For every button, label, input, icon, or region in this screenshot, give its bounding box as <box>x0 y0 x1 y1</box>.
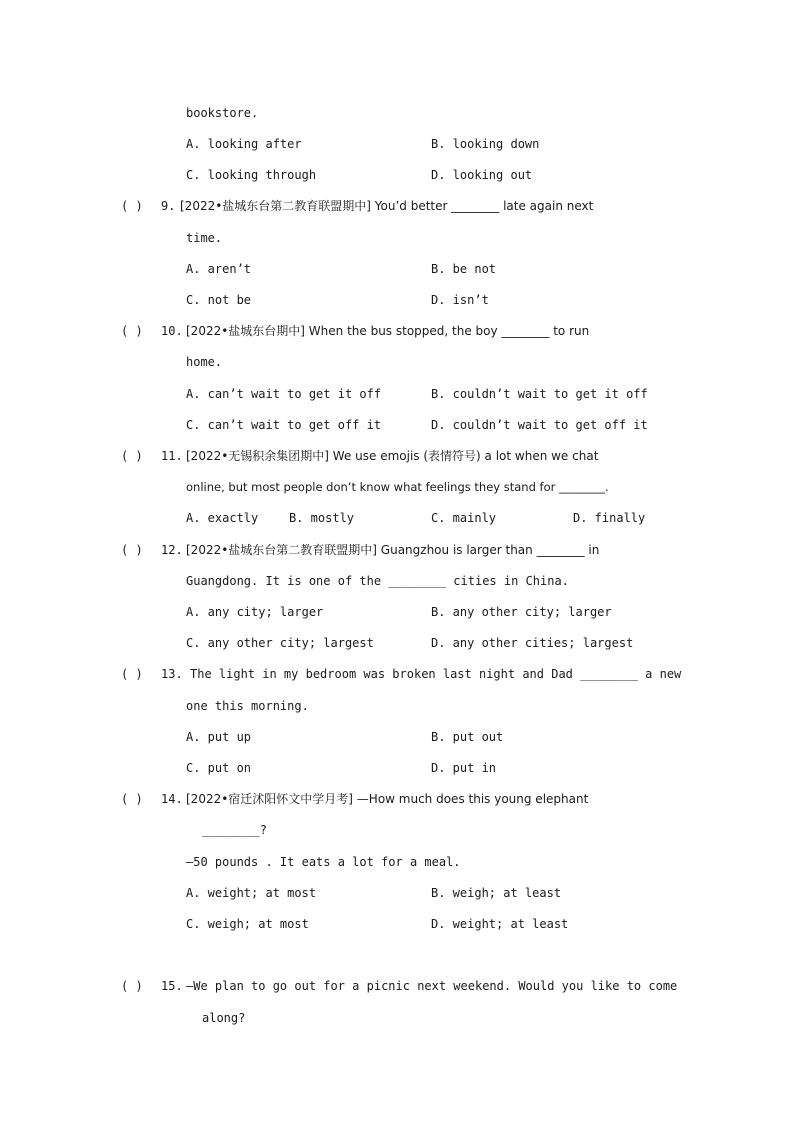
q9-number: 9. <box>161 199 176 213</box>
q12-option-a: A. any city; larger <box>186 605 324 619</box>
q15-stem-line2: along? <box>202 1011 246 1025</box>
q13-stem-line2: one this morning. <box>186 699 309 713</box>
q10-stem-line2: home. <box>186 355 223 369</box>
q10-option-b: B. couldn’t wait to get it off <box>431 387 648 401</box>
q11-answer-blank: ( ) <box>121 449 143 463</box>
q12-number: 12. <box>161 543 183 557</box>
q14-option-d: D. weight; at least <box>431 917 569 931</box>
q9-option-c: C. not be <box>186 293 252 307</box>
q14-option-c: C. weigh; at most <box>186 917 309 931</box>
q10-option-a: A. can’t wait to get it off <box>186 387 382 401</box>
q8-option-a: A. looking after <box>186 137 302 151</box>
q14-option-b: B. weigh; at least <box>431 886 562 900</box>
q12-option-d: D. any other cities; largest <box>431 636 634 650</box>
q13-option-b: B. put out <box>431 730 504 744</box>
q13-number: 13. <box>161 667 183 681</box>
q9-stem-line2: time. <box>186 231 223 245</box>
q11-stem-line1: [2022•无锡积余集团期中] We use emojis (表情符号) a lot when we chat <box>186 449 599 463</box>
q12-stem-line1: [2022•盐城东台第二教育联盟期中] Guangzhou is larger than ________ in <box>186 543 600 557</box>
q11-stem-line2: online, but most people don’t know what feelings they stand for ________. <box>186 480 609 494</box>
q11-number: 11. <box>161 449 183 463</box>
q11-option-b: B. mostly <box>289 511 355 525</box>
q13-option-c: C. put on <box>186 761 252 775</box>
q14-number: 14. <box>161 792 183 806</box>
q12-option-b: B. any other city; larger <box>431 605 612 619</box>
q10-option-c: C. can’t wait to get off it <box>186 418 382 432</box>
q11-option-d: D. finally <box>573 511 646 525</box>
q14-stem-line1: [2022•宿迁沭阳怀文中学月考] —How much does this young elephant <box>186 792 589 806</box>
q14-stem-line3: —50 pounds . It eats a lot for a meal. <box>186 855 461 869</box>
q14-stem-line2: ________? <box>202 823 268 837</box>
q9-option-b: B. be not <box>431 262 497 276</box>
q9-option-a: A. aren’t <box>186 262 252 276</box>
q13-option-d: D. put in <box>431 761 497 775</box>
q10-option-d: D. couldn’t wait to get off it <box>431 418 648 432</box>
q15-answer-blank: ( ) <box>121 979 143 993</box>
q8-option-b: B. looking down <box>431 137 540 151</box>
q10-answer-blank: ( ) <box>121 324 143 338</box>
q14-option-a: A. weight; at most <box>186 886 317 900</box>
q13-option-a: A. put up <box>186 730 252 744</box>
q11-option-a: A. exactly <box>186 511 259 525</box>
q8-option-c: C. looking through <box>186 168 317 182</box>
q9-answer-blank: ( ) <box>121 199 143 213</box>
q10-stem-line1: [2022•盐城东台期中] When the bus stopped, the boy ________ to run <box>186 324 590 338</box>
q9-stem-line1: [2022•盐城东台第二教育联盟期中] You’d better ________ late again next <box>180 199 594 213</box>
q12-answer-blank: ( ) <box>121 543 143 557</box>
question-8-continuation: bookstore. <box>186 106 259 120</box>
q15-stem-line1: —We plan to go out for a picnic next weekend. Would you like to come <box>186 979 678 993</box>
q12-option-c: C. any other city; largest <box>186 636 374 650</box>
q13-stem-line1: The light in my bedroom was broken last night and Dad ________ a new <box>190 667 682 681</box>
q11-option-c: C. mainly <box>431 511 497 525</box>
q8-option-d: D. looking out <box>431 168 533 182</box>
q12-stem-line2: Guangdong. It is one of the ________ cities in China. <box>186 574 569 588</box>
q14-answer-blank: ( ) <box>121 792 143 806</box>
q13-answer-blank: ( ) <box>121 667 143 681</box>
q15-number: 15. <box>161 979 183 993</box>
q9-option-d: D. isn’t <box>431 293 489 307</box>
q10-number: 10. <box>161 324 183 338</box>
